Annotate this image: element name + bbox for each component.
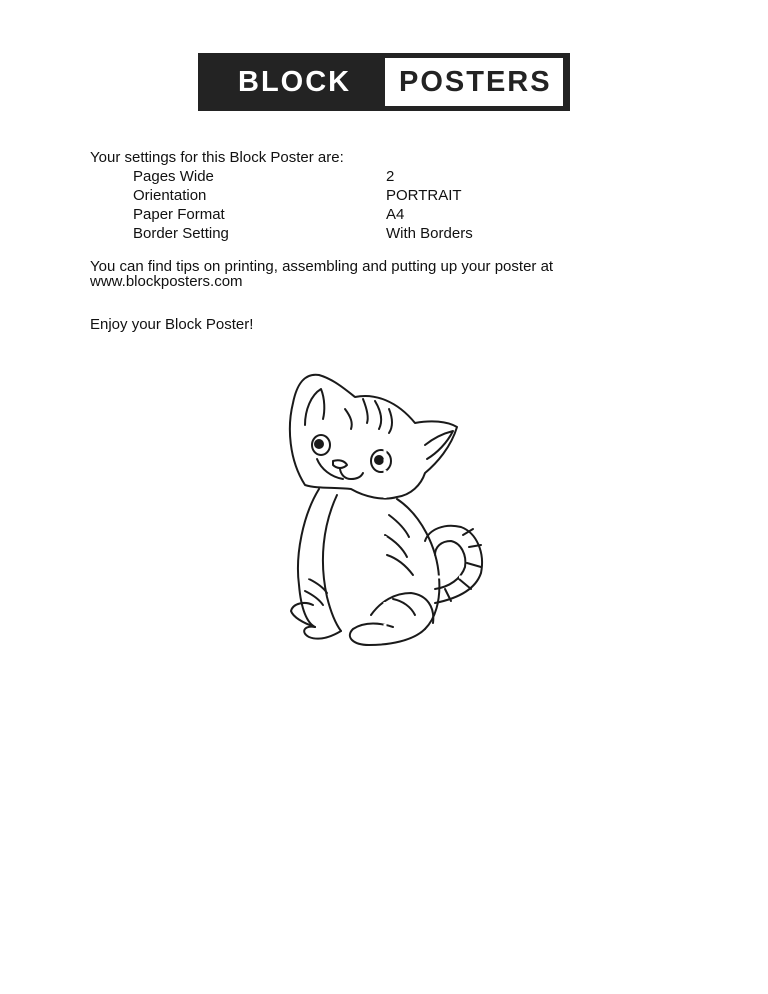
tips-text: You can find tips on printing, assembling and putting up your poster at — [90, 258, 554, 275]
setting-label: Orientation — [133, 187, 207, 204]
settings-list — [133, 168, 553, 244]
setting-value: A4 — [386, 206, 405, 223]
settings-row-paper-format — [133, 206, 553, 225]
setting-value: 2 — [386, 168, 395, 185]
tips-url: www.blockposters.com — [90, 273, 243, 290]
cat-outline-drawing — [275, 365, 495, 655]
enjoy-message: Enjoy your Block Poster! — [90, 316, 254, 333]
settings-intro: Your settings for this Block Poster are: — [90, 149, 344, 166]
setting-label: Border Setting — [133, 225, 229, 242]
setting-label: Pages Wide — [133, 168, 214, 185]
setting-value: PORTRAIT — [386, 187, 462, 204]
setting-value: With Borders — [386, 225, 473, 242]
block-posters-logo — [198, 53, 570, 111]
cat-illustration — [275, 365, 495, 655]
settings-row-border-setting — [133, 225, 553, 244]
logo-box — [385, 58, 563, 106]
tips-paragraph — [90, 259, 650, 289]
settings-row-orientation — [133, 187, 553, 206]
logo-word-block: BLOCK — [238, 66, 352, 98]
settings-row-pages-wide — [133, 168, 553, 187]
setting-label: Paper Format — [133, 206, 225, 223]
logo-word-posters: POSTERS — [399, 66, 552, 98]
